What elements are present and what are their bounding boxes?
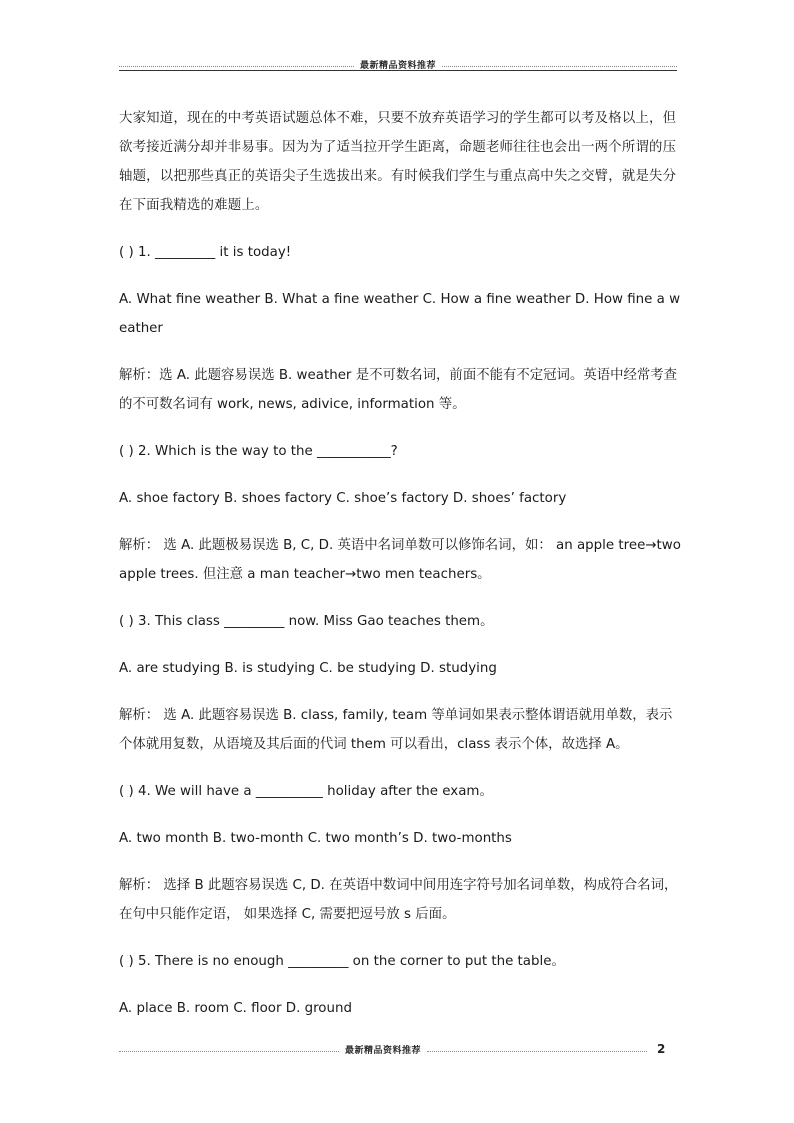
header-label: 最新精品资料推荐 bbox=[360, 61, 437, 71]
question-5: ( ) 5. There is no enough _________ on the corner to put the table。 bbox=[119, 954, 565, 969]
options-3: A. are studying B. is studying C. be studying D. studying bbox=[119, 661, 497, 676]
question-1: ( ) 1. _________ it is today! bbox=[119, 245, 292, 260]
options-2: A. shoe factory B. shoes factory C. shoe’s factory D. shoes’ factory bbox=[119, 491, 567, 506]
header-dots-right bbox=[442, 66, 677, 67]
question-2: ( ) 2. Which is the way to the ___________? bbox=[119, 444, 398, 459]
explanation-4: 解析： 选择 B 此题容易误选 C, D. 在英语中数词中间用连字符号加名词单数，构成符合名词，在句中只能作定语， 如果选择 C, 需要把逗号放 s 后面。 bbox=[119, 878, 678, 922]
page-header bbox=[119, 58, 677, 71]
options-4: A. two month B. two-month C. two month’s D. two-months bbox=[119, 831, 512, 846]
question-3: ( ) 3. This class _________ now. Miss Gao teaches them。 bbox=[119, 614, 494, 629]
footer-dots-right bbox=[427, 1051, 647, 1052]
page-number: 2 bbox=[657, 1042, 666, 1056]
explanation-1: 解析：选 A. 此题容易误选 B. weather 是不可数名词，前面不能有不定冠词。英语中经常考查的不可数名词有 work, news, adivice, information 等。 bbox=[119, 368, 678, 412]
header-dots-left bbox=[119, 66, 354, 67]
footer-label: 最新精品资料推荐 bbox=[345, 1045, 422, 1056]
explanation-3: 解析： 选 A. 此题容易误选 B. class, family, team 等单词如果表示整体谓语就用单数，表示个体就用复数，从语境及其后面的代词 them 可以看出，class 表示个体，故选择 A。 bbox=[119, 708, 673, 752]
intro-paragraph: 大家知道，现在的中考英语试题总体不难，只要不放弃英语学习的学生都可以考及格以上，但欲考接近满分却并非易事。因为为了适当拉开学生距离，命题老师往往也会出一两个所谓的压轴题，以把那些真正的英语尖子生选拔出来。有时候我们学生与重点高中失之交臂，就是失分在下面我精选的难题上。 bbox=[119, 111, 677, 213]
options-5: A. place B. room C. floor D. ground bbox=[119, 1001, 352, 1016]
document-body bbox=[119, 104, 684, 1041]
page-footer bbox=[119, 1042, 677, 1056]
question-4: ( ) 4. We will have a __________ holiday after the exam。 bbox=[119, 784, 493, 799]
explanation-2: 解析： 选 A. 此题极易误选 B, C, D. 英语中名词单数可以修饰名词，如： an apple tree→two apple trees. 但注意 a man teacher→two men teachers。 bbox=[119, 538, 681, 582]
header-rule bbox=[119, 70, 677, 71]
options-1: A. What fine weather B. What a fine weather C. How a fine weather D. How fine a weather bbox=[119, 292, 681, 336]
footer-dots-left bbox=[119, 1051, 339, 1052]
